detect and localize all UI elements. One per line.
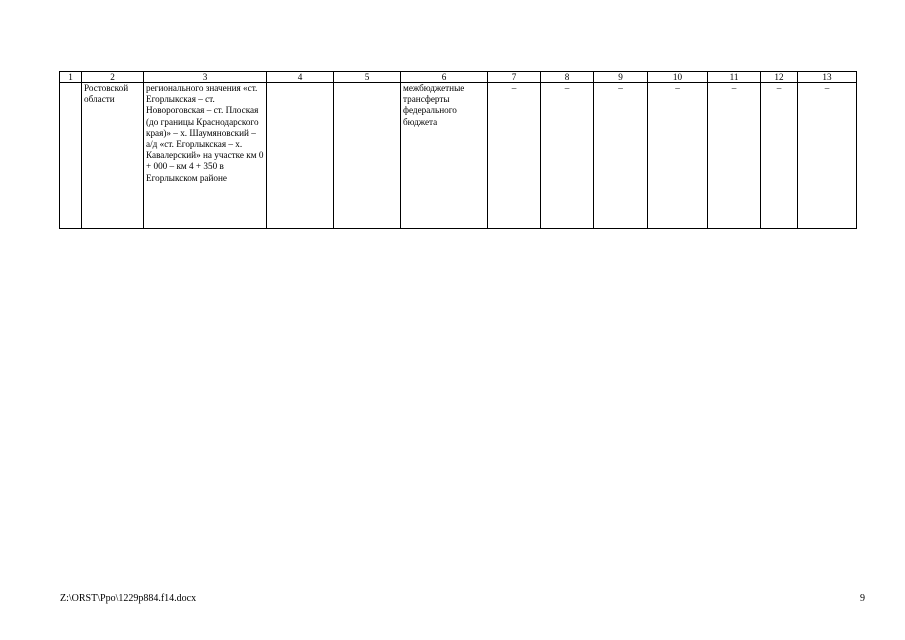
no-cell xyxy=(60,83,82,229)
value-cell: – xyxy=(648,83,708,229)
org-cell: Ростовской области xyxy=(82,83,144,229)
value-cell: – xyxy=(594,83,648,229)
col-header: 10 xyxy=(648,72,708,83)
col5-cell xyxy=(334,83,401,229)
column-number-row xyxy=(60,72,857,83)
doc-cell xyxy=(267,83,334,229)
value-cell: – xyxy=(761,83,798,229)
value-cell: – xyxy=(488,83,541,229)
col-header: 13 xyxy=(798,72,857,83)
data-table xyxy=(59,71,857,229)
col-header: 12 xyxy=(761,72,798,83)
col-header: 8 xyxy=(541,72,594,83)
file-path: Z:\ORST\Ppo\1229p884.f14.docx xyxy=(60,593,197,604)
col-header: 3 xyxy=(144,72,267,83)
object-cell: регионального значения «ст. Егорлыкская – ст. Новороговская – ст. Плоская (до границы Краснодарского края)» – х. Шаумяновский – а/д «ст. Егорлыкская – х. Кавалерский» на участке км 0 + 000 – км 4 + 350 в Егорлыкском районе xyxy=(144,83,267,229)
table-row xyxy=(60,83,857,229)
col-header: 4 xyxy=(267,72,334,83)
col-header: 9 xyxy=(594,72,648,83)
col-header: 7 xyxy=(488,72,541,83)
col-header: 6 xyxy=(401,72,488,83)
funding-label: межбюджетные трансферты федерального бюджета xyxy=(401,83,488,229)
value-cell: – xyxy=(798,83,857,229)
col-header: 2 xyxy=(82,72,144,83)
page-number: 9 xyxy=(860,593,865,604)
value-cell: – xyxy=(541,83,594,229)
col-header: 5 xyxy=(334,72,401,83)
col-header: 1 xyxy=(60,72,82,83)
col-header: 11 xyxy=(708,72,761,83)
value-cell: – xyxy=(708,83,761,229)
